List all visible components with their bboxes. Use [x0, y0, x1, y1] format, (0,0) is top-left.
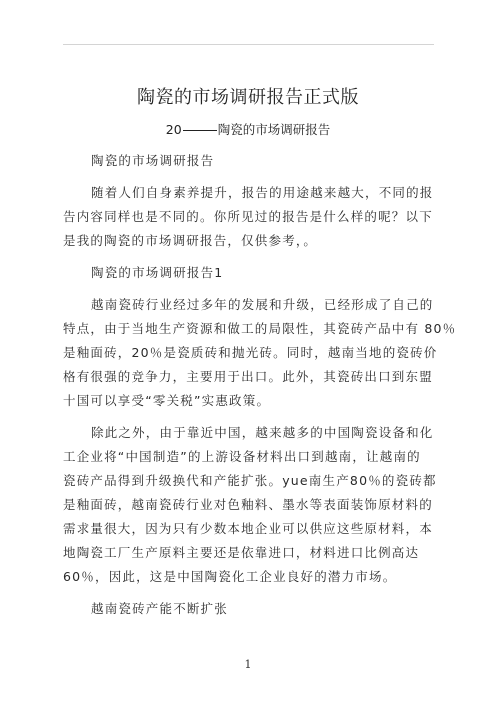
intro-line: 告内容同样也是不同的。你所见过的报告是什么样的呢？以下	[63, 209, 433, 224]
paragraph-line: 地陶瓷工厂生产原料主要还是依靠进口，材料进口比例高达	[63, 545, 420, 560]
paragraph-line: 是釉面砖，越南瓷砖行业对色釉料、墨水等表面装饰原材料的	[63, 497, 433, 512]
paragraph-line: 十国可以享受“零关税”实惠政策。	[63, 393, 271, 408]
paragraph-line: 特点，由于当地生产资源和做工的局限性，其瓷砖产品中有 80％	[63, 321, 457, 336]
subtitle-text: 陶瓷的市场调研报告	[217, 122, 331, 137]
paragraph-line: 瓷砖产品得到升级换代和产能扩张。yue南生产80％的瓷砖都	[63, 473, 437, 488]
subtitle-blank-line	[183, 130, 217, 131]
paragraph-line: 格有很强的竞争力，主要用于出口。此外，其瓷砖出口到东盟	[63, 369, 433, 384]
paragraph-line: 是釉面砖，20％是瓷质砖和抛光砖。同时，越南当地的瓷砖价	[63, 345, 438, 360]
paragraph-line: 越南瓷砖行业经过多年的发展和升级，已经形成了自己的	[91, 297, 434, 312]
section-heading: 陶瓷的市场调研报告1	[91, 265, 224, 280]
section-heading: 陶瓷的市场调研报告	[91, 153, 215, 168]
intro-line: 随着人们自身素养提升，报告的用途越来越大，不同的报	[91, 185, 434, 200]
intro-line: 是我的陶瓷的市场调研报告，仅供参考，。	[63, 233, 318, 248]
paragraph-line: 工企业将“中国制造”的上游设备材料出口到越南，让越南的	[63, 449, 421, 464]
paragraph-line: 除此之外，由于靠近中国，越来越多的中国陶瓷设备和化	[91, 425, 434, 440]
document-subtitle	[0, 120, 496, 138]
page-number: 1	[244, 658, 252, 671]
document-title: 陶瓷的市场调研报告正式版	[137, 87, 359, 108]
header-divider	[63, 44, 434, 45]
paragraph-line: 60％，因此，这是中国陶瓷化工企业良好的潜力市场。	[63, 569, 397, 584]
paragraph-line: 需求量很大，因为只有少数本地企业可以供应这些原材料，本	[63, 521, 433, 536]
subtitle-year: 20	[165, 122, 182, 137]
section-heading: 越南瓷砖产能不断扩张	[91, 601, 229, 616]
